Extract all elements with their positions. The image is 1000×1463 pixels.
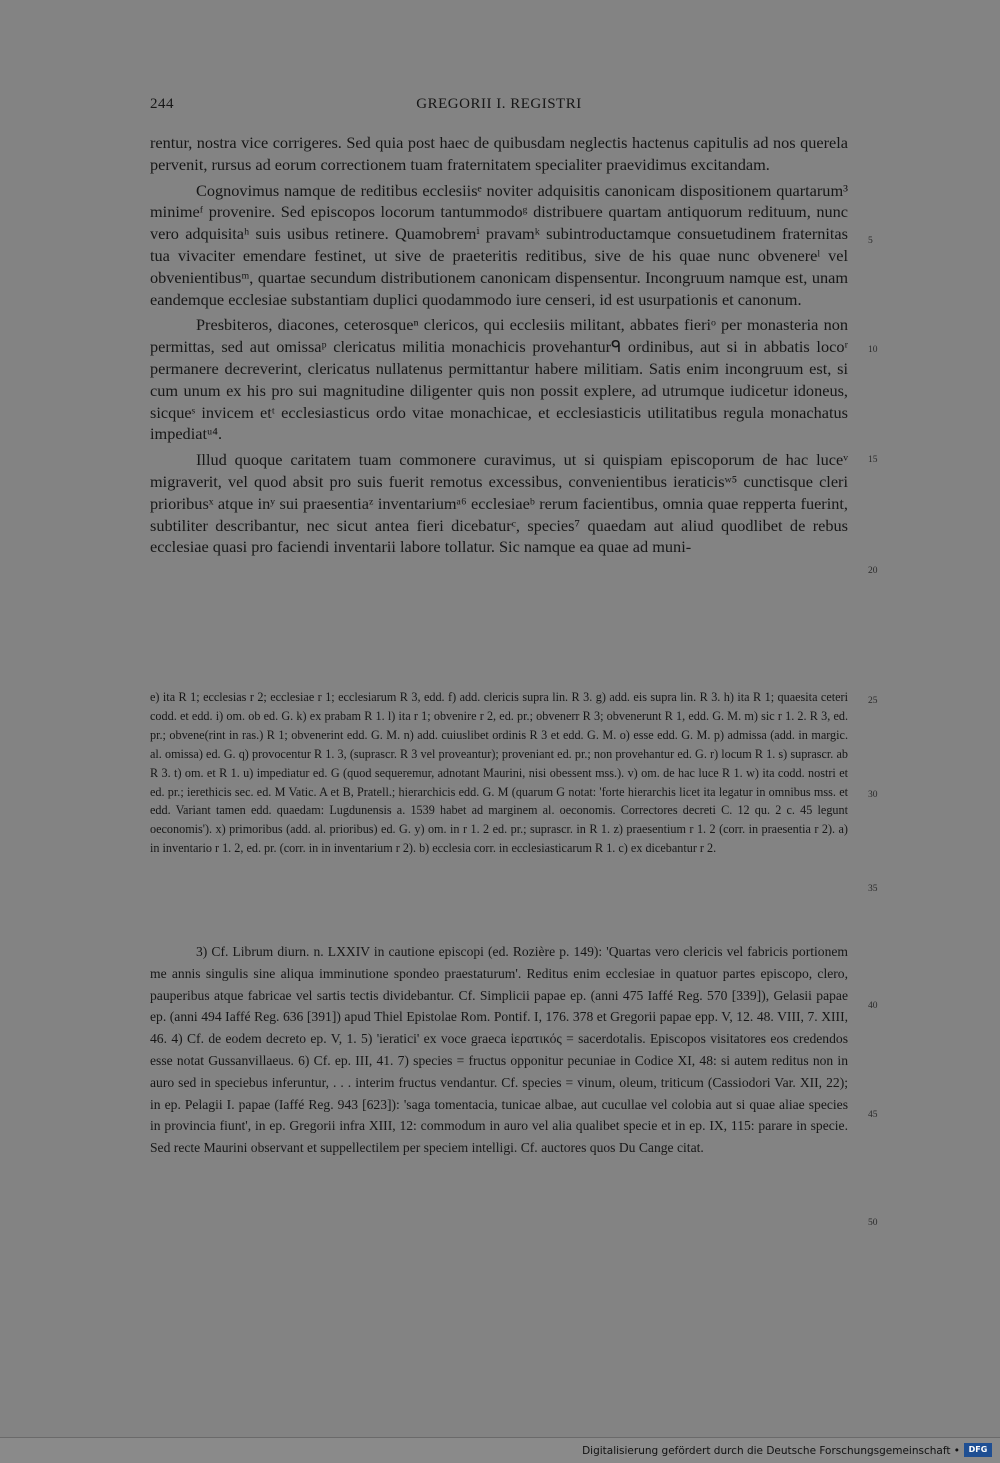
apparatus-entry: e) ita R 1; ecclesias r 2; ecclesiae r 1; ecclesiarum R 3, edd. f) add. clericis supra lin. R 3. g) add. eis supra lin. R 3. h) ita R 1; quaesita ceteri codd. et edd. i) om. ob ed. G. k) ex prabam R 1. l) ita r 1; obvenire r 2, ed. pr.; obvenerr R 3; obvenerunt R 1, edd. G. M. m) sic r 1. 2. R 3, ed. pr.; obvene(rint in ras.) R 1; obvenerint edd. G. M. n) add. cuiuslibet ordinis R 3 et edd. G. M. o) esse edd. G. M. p) admissa (add. in margic. al. omissa) ed. G. q) provocentur R 1. 3, (suprascr. R 3 vel proveantur); proveniant ed. pr.; non provehantur ed. G. r) locum R 1. s) suprascr. ab R 3. t) om. et R 1. u) impediatur ed. G (quod sequeremur, adnotant Maurini, nisi obessent mss.). v) om. de hac luce R 1. w) ita codd. nostri et ed. pr.; ierethicis sec. ed. M Vatic. A et B, Pratell.; hierarchicis edd. G. M (quarum G notat: 'forte hierarchis licet ita legatur in omnibus mss. et edd. Variant tamen edd. quaedam: Lugdunensis a. 1539 habet ad marginem al. oeconomis. Correctores decreti C. 12 qu. 2 c. 45 legunt oeconomis'). x) primoribus (add. al. prioribus) ed. G. y) om. in r 1. 2 ed. pr.; suprascr. in R 1. z) praesentium r 1. 2 (corr. in praesentia r 2). a) in inventario r 1. 2, ed. pr. (corr. in in inventarium r 2). b) ecclesia corr. in ecclesiasticarum R 1. c) ex dicebantur r 2. [150,690,848,856]
critical-apparatus [150,688,848,858]
dfg-logo: DFG [964,1443,992,1457]
line-number: 25 [868,696,878,706]
footer-bar [0,1437,1000,1463]
paragraph: Presbiteros, diacones, ceterosqueⁿ clericos, qui ecclesiis militant, abbates fieriᵒ per monasteria non permittas, sed aut omissaᵖ clericatus militia monachicis provehanturᑫ ordinibus, aut si in abbatis locoʳ permanere decreverint, clericatus nullatenus permittantur habere militiam. Satis enim incongruum est, si cum unum ex his pro sui magnitudine diligenter quis non possit explere, ad utrumque iudicetur idoneus, sicqueˢ invicem etᵗ ecclesiasticus ordo vitae monachicae, et ecclesiasticis utilitatibus regula monachatus impediatᵘ⁴. [150,315,848,444]
paragraph: rentur, nostra vice corrigeres. Sed quia post haec de quibusdam neglectis hactenus capitulis ad nos querela pervenit, rursus ad eorum correctionem tuam fraternitatem specialiter praevidimus excitandam. [150,133,848,174]
line-number: 20 [868,566,878,576]
commentary-notes [150,941,848,1159]
line-number: 15 [868,455,878,465]
funding-credit: Digitalisierung gefördert durch die Deutsche Forschungsgemeinschaft • [582,1445,960,1457]
page-number: 244 [150,96,174,112]
line-number: 5 [868,236,873,246]
line-number: 30 [868,790,878,800]
line-number: 35 [868,884,878,894]
line-number: 50 [868,1218,878,1228]
line-number: 10 [868,345,878,355]
paragraph: Cognovimus namque de reditibus ecclesiisᵉ noviter adquisitis canonicam dispositionem quartarum³ minimeᶠ provenire. Sed episcopos locorum tantummodoᵍ distribuere quartam antiquorum redituum, nunc vero adquisitaʰ suis usibus retinere. Quamobremⁱ pravamᵏ subintroductamque consuetudinem fraternitas tua vivaciter emendare festinet, ut sive de praeteritis reditibus, sive de his quae nunc obvenereˡ vel obvenientibusᵐ, quartae secundum distributionem canonicam dispensentur. Incongruum namque est, unam eandemque ecclesiae substantiam duplici quodammodo iure censeri, id est usurpationis et canonum. [150,180,848,309]
line-number: 40 [868,1001,878,1011]
line-number: 45 [868,1110,878,1120]
running-title: GREGORII I. REGISTRI [416,96,582,112]
main-text [150,132,848,558]
commentary-note: 3) Cf. Librum diurn. n. LXXIV in cautione episcopi (ed. Rozière p. 149): 'Quartas vero clericis vel fabricis portionem me annis singulis sine aliqua imminutione spondeo praestaturum'. Reditus enim ecclesiae in quatuor partes episcopo, clero, pauperibus atque fabricae vel sartis tectis dividebantur. Cf. Simplicii papae ep. (anni 475 Iaffé Reg. 570 [339]), Gelasii papae ep. (anni 494 Iaffé Reg. 636 [391]) apud Thiel Epistolae Rom. Pontif. I, 176. 378 et Gregorii papae epp. V, 12. 48. VIII, 7. XIII, 46. 4) Cf. de eodem decreto ep. V, 1. 5) 'ieratici' ex voce graeca ἱερατικός = sacerdotalis. Episcopos visitatores eos credendos esse notat Gussanvillaeus. 6) Cf. ep. III, 41. 7) species = fructus opponitur pecuniae in Codice XI, 48: si autem reditus non in auro sed in speciebus inferuntur, . . . interim fructus vendantur. Cf. species = vinum, oleum, triticum (Cassiodori Var. XII, 22); in ep. Pelagii I. papae (Iaffé Reg. 943 [623]): 'saga tomentacia, tunicae albae, aut cucullae vel colobia aut si quae aliae species in provincia fiunt', in ep. Gregorii infra XIII, 12: commodum in auro vel alia qualibet specie et in ep. IX, 115: parare in specie. Sed recte Maurini observant et suppellectilem per speciem intelligi. Cf. auctores quos Du Cange citat. [150,944,848,1156]
paragraph: Illud quoque caritatem tuam commonere curavimus, ut si quispiam episcoporum de hac luceᵛ migraverit, vel quod absit pro suis fuerit remotus excessibus, convenientibus ieraticisʷ⁵ cunctisque cleri prioribusˣ atque inʸ sui praesentiaᶻ inventariumᵃ⁶ ecclesiaeᵇ rerum facientibus, omnia quae repperta fuerint, subtiliter describantur, nec sicut antea fieri dicebaturᶜ, species⁷ quaedam aut aliud quodlibet de rebus ecclesiae quasi pro faciendi inventarii labore tollatur. Sic namque ea quae ad muni- [150,450,848,557]
